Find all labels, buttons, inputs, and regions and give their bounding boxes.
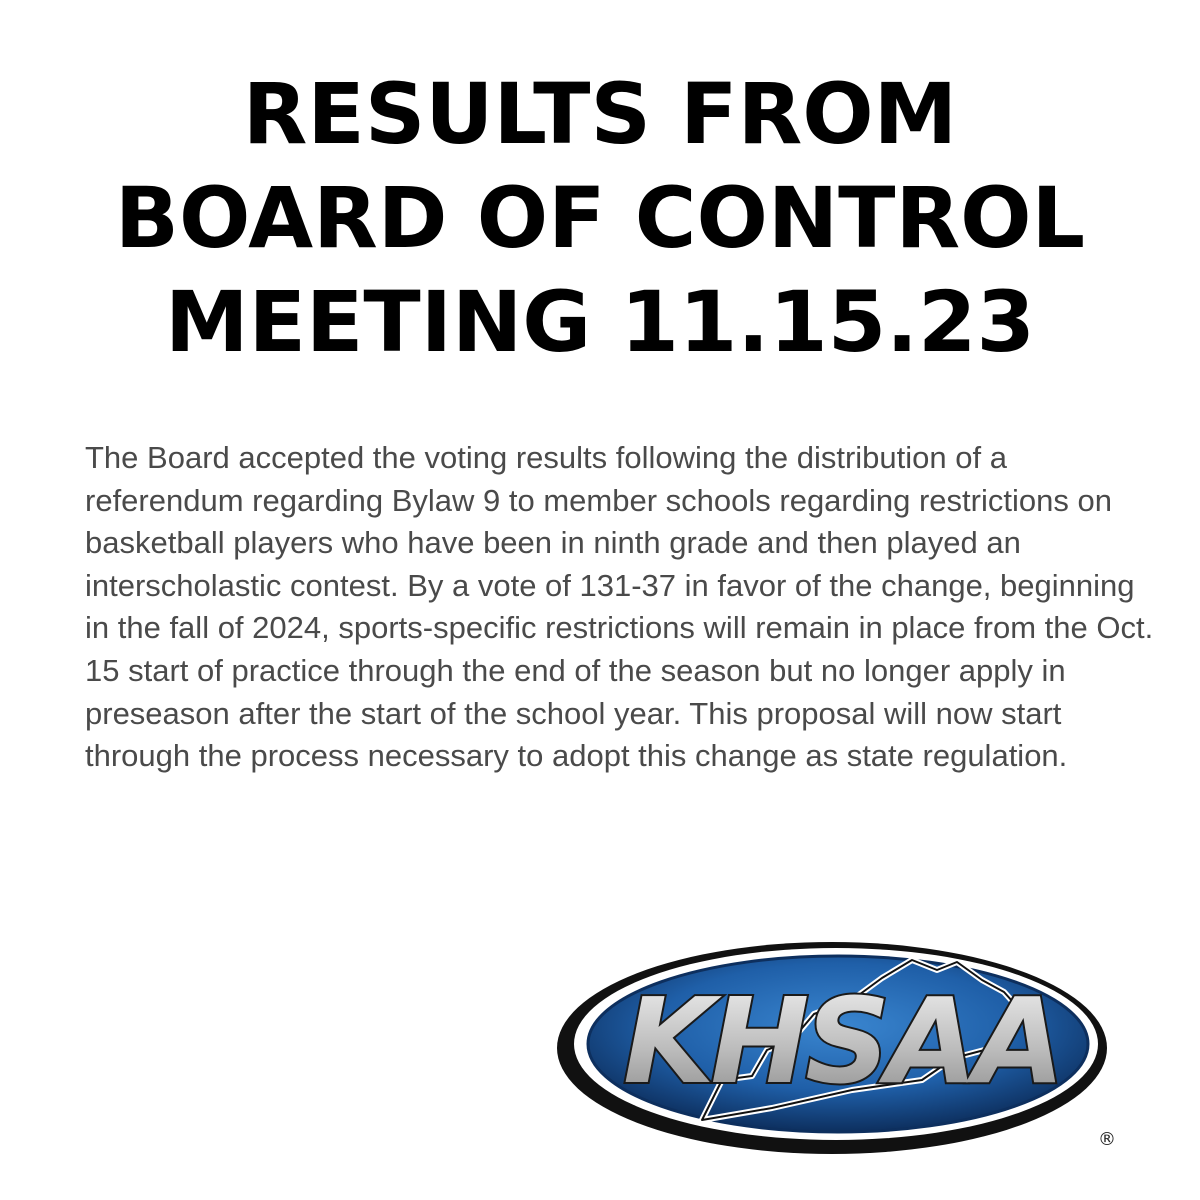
logo-text: KHSAA [623,972,1061,1110]
title-line-2: BOARD OF CONTROL [114,169,1086,267]
page-title [0,62,1200,374]
announcement-paragraph: The Board accepted the voting results following the distribution of a referendum regarding Bylaw 9 to member schools regarding restrictions on basketball players who have been in ninth grade and then played an interscholastic contest. By a vote of 131-37 in favor of the change, beginning in the fall of 2024, sports-specific restrictions will remain in place from the Oct. 15 start of practice through the end of the season but no longer apply in preseason after the start of the school year. This proposal will now start through the process necessary to adopt this change as state regulation. [85,440,1154,774]
khsaa-logo [552,930,1122,1160]
title-line-3: MEETING 11.15.23 [165,273,1035,371]
registered-mark: ® [1098,1129,1116,1150]
title-line-1: RESULTS FROM [242,65,958,163]
